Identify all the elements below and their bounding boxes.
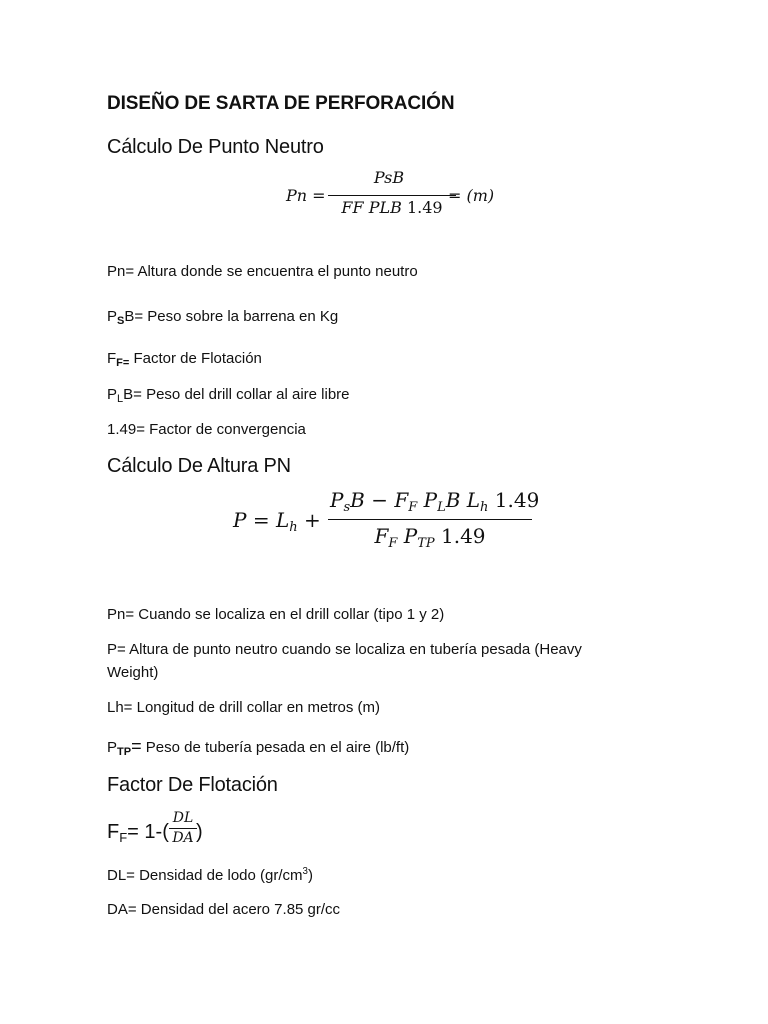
sub-f: F — [408, 499, 418, 515]
close-paren: ) — [196, 821, 203, 843]
definition-symbol-suffix: B — [124, 308, 135, 325]
definition-dl — [107, 864, 313, 887]
definition-symbol: F — [107, 350, 117, 367]
fraction-bar — [169, 828, 197, 829]
var-f: F — [394, 488, 409, 512]
formula-rhs: = (m) — [448, 186, 495, 205]
definition-text: = Peso sobre la barrena en Kg — [134, 308, 339, 325]
var-p: P — [233, 508, 247, 532]
definition-psb — [107, 305, 338, 333]
definition-text: = Altura donde se encuentra el punto neutro — [125, 263, 418, 280]
definition-text: Factor de Flotación — [129, 350, 262, 367]
fraction-bar — [328, 519, 532, 520]
sub-s: s — [343, 499, 351, 515]
definition-subscript: L — [117, 393, 124, 405]
sub-l: L — [437, 499, 446, 515]
var-f: F — [374, 524, 389, 548]
denominator-vars: FF PLB — [341, 198, 402, 217]
definition-da: DA= Densidad del acero 7.85 gr/cc — [107, 901, 341, 918]
definition-subscript: S — [117, 315, 125, 327]
definition-plb — [107, 383, 350, 411]
definition-p-line1: P= Altura de punto neutro cuando se localiza en tubería pesada (Heavy — [107, 641, 582, 658]
definition-symbol: Pn — [107, 263, 126, 280]
fraction-dl-da — [169, 810, 197, 846]
formula-altura-pn — [233, 488, 553, 558]
equals-expression: = 1-( — [127, 821, 169, 843]
document-title: DISEÑO DE SARTA DE PERFORACIÓN — [107, 93, 455, 114]
var-bl: B L — [445, 488, 481, 512]
definition-text: = Peso del drill collar al aire libre — [133, 386, 350, 403]
plus-sign: + — [297, 508, 321, 532]
definition-subscript: F= — [116, 357, 130, 369]
definition-symbol: P — [107, 308, 118, 325]
section-heading-altura-pn: Cálculo De Altura PN — [107, 455, 291, 477]
formula-lhs — [233, 508, 321, 535]
var-f: F — [107, 821, 120, 843]
sub-f: F — [388, 535, 398, 551]
definition-text: = Factor de convergencia — [136, 421, 306, 438]
var-l: L — [275, 508, 290, 532]
formula-denominator — [328, 198, 456, 217]
denominator-number: 1.49 — [406, 198, 443, 217]
definition-ff — [107, 347, 262, 375]
definition-text: Peso de tubería pesada en el aire (lb/ft) — [141, 739, 410, 756]
formula-lhs — [107, 821, 169, 844]
sub-tp: TP — [417, 535, 435, 551]
equals-sign: = — [131, 736, 142, 756]
constant: 1.49 — [488, 488, 540, 512]
definition-text: DL= Densidad de lodo (gr/cm — [107, 867, 303, 884]
var-b: B − — [350, 488, 395, 512]
var-p: P — [417, 488, 438, 512]
definition-149 — [107, 418, 306, 441]
close-paren: ) — [307, 867, 313, 884]
superscript-3: 3 — [302, 866, 308, 878]
formula-numerator: PsB — [373, 168, 405, 187]
section-heading-flotacion: Factor De Flotación — [107, 774, 278, 796]
definition-symbol: P — [107, 386, 118, 403]
definition-lh: Lh= Longitud de drill collar en metros (m) — [107, 699, 381, 716]
formula-punto-neutro — [286, 168, 495, 222]
sub-h: h — [289, 519, 298, 535]
formula-denominator — [328, 524, 532, 551]
definition-ptp — [107, 735, 409, 764]
var-p: P — [397, 524, 418, 548]
formula-numerator — [330, 488, 540, 515]
formula-factor-flotacion — [107, 810, 247, 856]
definition-subscript: TP — [117, 746, 132, 758]
section-heading-punto-neutro: Cálculo De Punto Neutro — [107, 136, 324, 158]
definition-symbol: 1.49 — [107, 421, 137, 438]
definition-pn — [107, 260, 418, 283]
definition-p-line2: Weight) — [107, 664, 159, 681]
sub-h: h — [480, 499, 489, 515]
definition-symbol: P — [107, 739, 118, 756]
equals-sign: = — [246, 508, 276, 532]
fraction-denominator: DA — [172, 830, 194, 846]
fraction-bar — [328, 195, 456, 196]
constant: 1.49 — [434, 524, 486, 548]
definition-symbol-suffix: B — [123, 386, 134, 403]
definition-pn-collar: Pn= Cuando se localiza en el drill collar (tipo 1 y 2) — [107, 606, 445, 623]
sub-f: F — [119, 829, 128, 845]
var-p: P — [330, 488, 344, 512]
fraction-numerator: DL — [172, 810, 194, 826]
formula-lhs: Pn = — [286, 186, 326, 205]
